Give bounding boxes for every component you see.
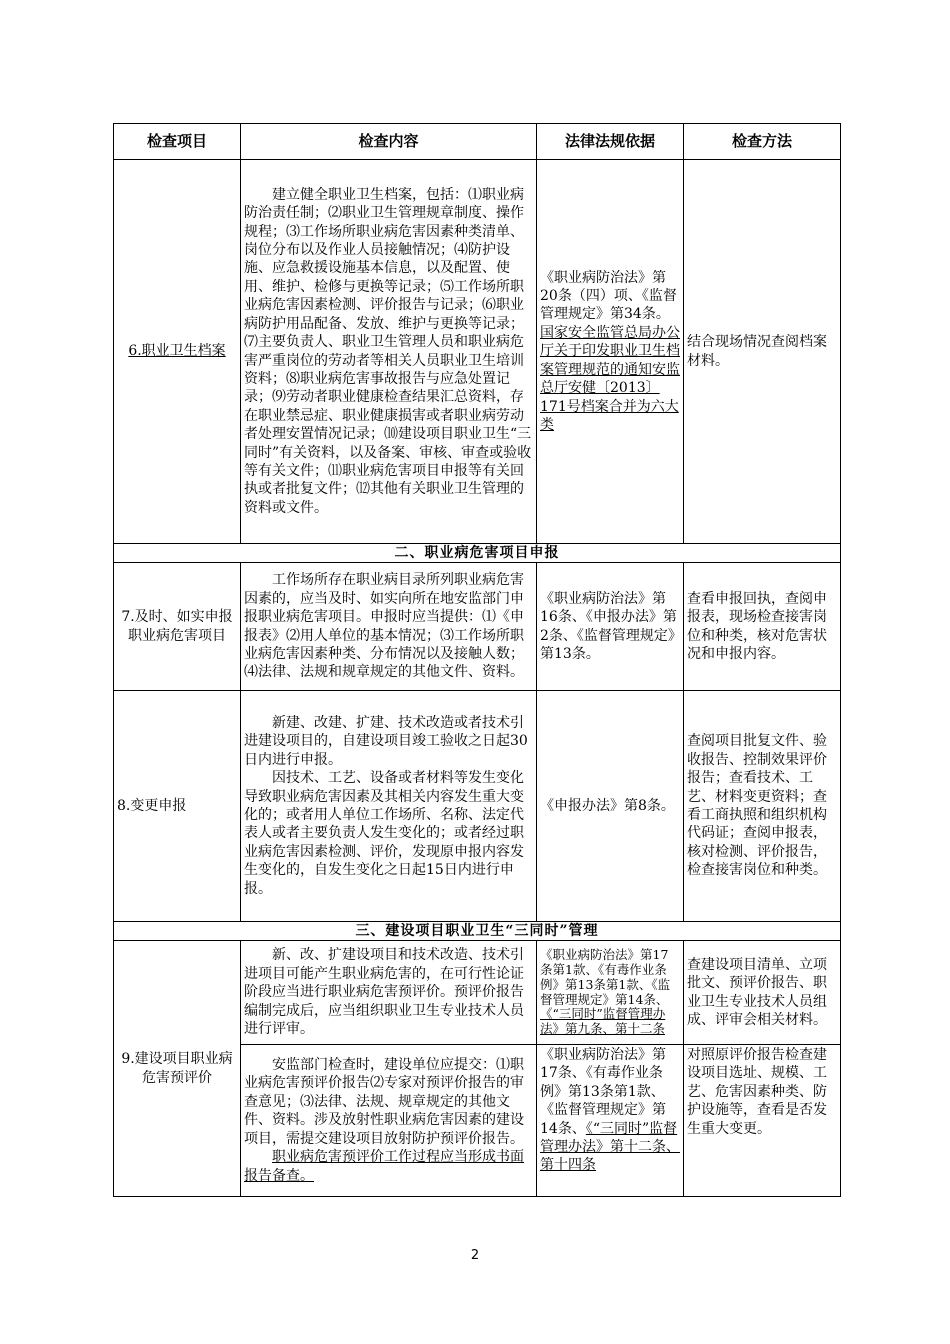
- content-text-underlined: 职业病危害预评价工作过程应当形成书面报告备查。: [244, 1149, 524, 1184]
- table-row: [114, 941, 841, 1045]
- law-text: 《申报办法》第8条。: [540, 797, 675, 814]
- law-text: 《职业病防治法》第20条（四）项、《监督管理规定》第34条。: [540, 269, 677, 323]
- method-text: 查阅项目批复文件、验收报告、控制效果评价报告；查看技术、工艺、材料变更资料；查看工商执照和组织机构代码证；查阅申报表，核对检测、评价报告，检查接害岗位和种类。: [687, 733, 827, 879]
- method-cell: [684, 691, 841, 922]
- content-text: 安监部门检查时，建设单位应提交：⑴职业病危害预评价报告⑵专家对预评价报告的审查意见；⑶法律、法规、规章规定的其他文件、资料。涉及放射性职业病危害因素的建设项目，需提交建设项目放射防护预评价报告。: [244, 1057, 524, 1147]
- method-text: 结合现场情况查阅档案材料。: [687, 334, 827, 369]
- law-cell: [537, 1045, 684, 1197]
- item-cell: 7.及时、如实申报职业病危害项目: [114, 563, 241, 691]
- law-notice: 国家安全监管总局办公厅关于印发职业卫生档案管理规范的通知安监总厅安健〔2013〕171号档案合并为六大类: [540, 324, 680, 433]
- section-row: [114, 544, 841, 563]
- method-text: 查建设项目清单、立项批文、预评价报告、职业卫生专业技术人员组成、评审会相关材料。: [687, 956, 827, 1028]
- law-cell: [537, 941, 684, 1045]
- header-law: 法律法规依据: [537, 124, 684, 160]
- header-item: 检查项目: [114, 124, 241, 160]
- header-method: 检查方法: [684, 124, 841, 160]
- law-text: 《职业病防治法》第17条第1款、《有毒作业条例》第13条第1款、《监督管理规定》第14条、: [540, 947, 671, 1007]
- section-title: 二、职业病危害项目申报: [114, 544, 841, 563]
- law-cell: [537, 691, 684, 922]
- item-label: 6.职业卫生档案: [128, 343, 226, 360]
- page-number: 2: [470, 1248, 480, 1263]
- method-text: 查看申报回执，查阅申报表，现场检查接害岗位和种类，核对危害状况和申报内容。: [687, 590, 827, 662]
- law-cell: [537, 563, 684, 691]
- inspection-table: [113, 123, 841, 1197]
- item-cell: 8.变更申报: [114, 691, 241, 922]
- law-text: 《职业病防治法》第16条、《申报办法》第2条、《监督管理规定》第13条。: [540, 590, 677, 662]
- method-text: 对照原评价报告检查建设项目选址、规模、工艺、危害因素种类、防护设施等，查看是否发生重大变更。: [687, 1047, 827, 1137]
- content-cell: [241, 160, 537, 544]
- law-cell: [537, 160, 684, 544]
- table-row: [114, 160, 841, 544]
- header-row: [114, 124, 841, 160]
- content-text: 建立健全职业卫生档案，包括：⑴职业病防治责任制；⑵职业卫生管理规章制度、操作规程；⑶工作场所职业病危害因素种类清单、岗位分布以及作业人员接触情况；⑷防护设施、应急救援设施基本信息，以及配置、使用、维护、检修与更换等记录；⑸工作场所职业病危害因素检测、评价报告与记录；⑹职业病防护用品配备、发放、维护与更换等记录；⑺主要负责人、职业卫生管理人员和职业病危害严重岗位的劳动者等相关人员职业卫生培训资料；⑻职业病危害事故报告与应急处置记录；⑼劳动者职业健康检查结果汇总资料，存在职业禁忌症、职业健康损害或者职业病劳动者处理安置情况记录；⑽建设项目职业卫生“三同时”有关资料，以及备案、审核、审查或验收等有关文件；⑾职业病危害项目申报等有关回执或者批复文件；⑿其他有关职业卫生管理的资料或文件。: [244, 186, 532, 516]
- content-text: 因技术、工艺、设备或者材料等发生变化导致职业病危害因素及其相关内容发生重大变化的；或者用人单位工作场所、名称、法定代表人或者主要负责人发生变化的；或者经过职业病危害因素检测、评价，发现原申报内容发生变化的，自发生变化之日起15日内进行申报。: [244, 770, 524, 897]
- content-cell: [241, 1045, 537, 1197]
- law-text-underlined: 《“三同时”监督管理办法》第九条、第十二条: [540, 1006, 666, 1037]
- method-cell: [684, 160, 841, 544]
- content-text: 工作场所存在职业病目录所列职业病危害因素的，应当及时、如实向所在地安监部门申报职业病危害项目。申报时应当提供：⑴《申报表》⑵用人单位的基本情况；⑶工作场所职业病危害因素种类、分布情况以及接触人数；⑷法律、法规和规章规定的其他文件、资料。: [244, 572, 524, 681]
- content-cell: [241, 691, 537, 922]
- content-cell: [241, 941, 537, 1045]
- section-title: 三、建设项目职业卫生“三同时”管理: [114, 922, 841, 941]
- method-cell: [684, 563, 841, 691]
- item-cell: [114, 160, 241, 544]
- section-row: [114, 922, 841, 941]
- content-text: 新、改、扩建设项目和技术改造、技术引进项目可能产生职业病危害的，在可行性论证阶段应当进行职业病危害预评价。预评价报告编制完成后，应当组织职业卫生专业技术人员进行评审。: [244, 947, 524, 1038]
- header-content: 检查内容: [241, 124, 537, 160]
- method-cell: [684, 1045, 841, 1197]
- method-cell: [684, 941, 841, 1045]
- content-cell: [241, 563, 537, 691]
- content-text: 新建、改建、扩建、技术改造或者技术引进建设项目的，自建设项目竣工验收之日起30日内进行申报。: [244, 714, 528, 768]
- law-text: 《职业病防治法》第17条、《有毒作业条例》第13条第1款、《监督管理规定》第14条、: [540, 1047, 666, 1137]
- law-text-underlined: 《“三同时”监督管理办法》第十二条、第十四条: [540, 1120, 680, 1174]
- table-row: [114, 691, 841, 922]
- item-cell: 9.建设项目职业病危害预评价: [114, 941, 241, 1197]
- table-row: [114, 563, 841, 691]
